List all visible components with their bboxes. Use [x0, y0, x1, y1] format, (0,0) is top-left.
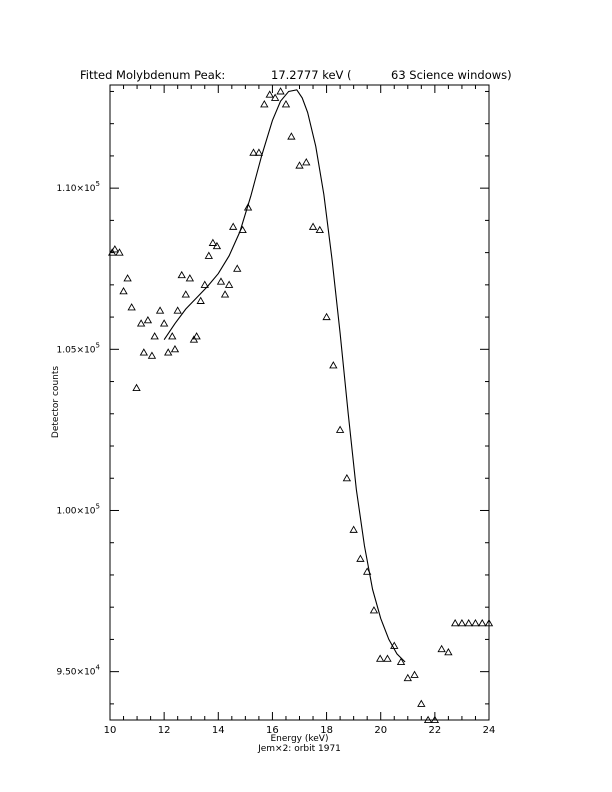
data-point — [445, 649, 452, 655]
y-tick-label: $1.05\times 10^5$ — [56, 341, 100, 356]
data-point — [201, 281, 208, 287]
fit-curve-layer — [164, 90, 405, 662]
data-point — [377, 655, 384, 661]
data-point — [124, 275, 131, 281]
data-point — [245, 204, 252, 210]
data-point — [205, 252, 212, 258]
data-point — [172, 346, 179, 352]
y-tick-label: $1.10\times 10^5$ — [56, 180, 100, 195]
data-point — [472, 620, 479, 626]
data-point — [296, 162, 303, 168]
data-points-layer — [109, 88, 493, 723]
data-point — [120, 288, 127, 294]
data-point — [303, 159, 310, 165]
data-point — [261, 101, 268, 107]
data-point — [157, 307, 164, 313]
data-point — [165, 349, 172, 355]
data-point — [357, 555, 364, 561]
chart-header-energy: 17.2777 keV ( — [271, 68, 352, 82]
data-point — [323, 314, 330, 320]
data-point — [330, 362, 337, 368]
data-point — [145, 317, 152, 323]
y-tick-label: $1.00\times 10^5$ — [56, 502, 100, 517]
data-point — [234, 265, 241, 271]
data-point — [182, 291, 189, 297]
y-tick-exponent: 5 — [95, 341, 100, 350]
data-point — [226, 281, 233, 287]
data-point — [140, 349, 147, 355]
data-point — [209, 240, 216, 246]
data-point — [186, 275, 193, 281]
data-point — [398, 659, 405, 665]
data-point — [222, 291, 229, 297]
data-point — [459, 620, 466, 626]
chart-header-windows: 63 Science windows) — [391, 68, 512, 82]
fit-curve — [164, 90, 405, 662]
x-tick-label: 16 — [266, 725, 279, 736]
data-point — [128, 304, 135, 310]
data-point — [283, 101, 290, 107]
x-tick-label: 12 — [157, 725, 171, 736]
data-point — [465, 620, 472, 626]
axis-ticks — [56, 85, 495, 736]
data-point — [404, 675, 411, 681]
data-point — [479, 620, 486, 626]
y-tick-exponent: 5 — [95, 180, 100, 189]
data-point — [316, 227, 323, 233]
data-point — [230, 223, 237, 229]
data-point — [452, 620, 459, 626]
data-point — [277, 88, 284, 94]
data-point — [149, 352, 156, 358]
data-point — [255, 149, 262, 155]
y-tick-label: $9.50\times 10^4$ — [56, 663, 100, 678]
chart-subtitle: Jem×2: orbit 1971 — [258, 744, 341, 754]
y-tick-exponent: 4 — [95, 663, 100, 672]
data-point — [371, 607, 378, 613]
data-point — [350, 526, 357, 532]
x-axis-label: Energy (keV) — [270, 734, 329, 744]
y-tick-exponent: 5 — [95, 502, 100, 511]
data-point — [218, 278, 225, 284]
data-point — [337, 427, 344, 433]
data-point — [138, 320, 145, 326]
data-point — [178, 272, 185, 278]
x-tick-label: 14 — [211, 725, 225, 736]
data-point — [174, 307, 181, 313]
plot-frame — [110, 85, 489, 720]
x-tick-label: 10 — [103, 725, 117, 736]
x-tick-label: 22 — [428, 725, 442, 736]
data-point — [384, 655, 391, 661]
data-point — [161, 320, 168, 326]
data-point — [343, 475, 350, 481]
data-point — [151, 333, 158, 339]
x-tick-label: 24 — [482, 725, 496, 736]
data-point — [169, 333, 176, 339]
data-point — [438, 646, 445, 652]
data-point — [197, 298, 204, 304]
data-point — [418, 700, 425, 706]
y-axis-label: Detector counts — [51, 365, 61, 439]
chart-header-label: Fitted Molybdenum Peak: — [80, 68, 226, 82]
data-point — [411, 671, 418, 677]
data-point — [288, 133, 295, 139]
data-point — [310, 223, 317, 229]
x-tick-label: 20 — [374, 725, 388, 736]
data-point — [133, 385, 140, 391]
x-tick-label: 18 — [320, 725, 333, 736]
